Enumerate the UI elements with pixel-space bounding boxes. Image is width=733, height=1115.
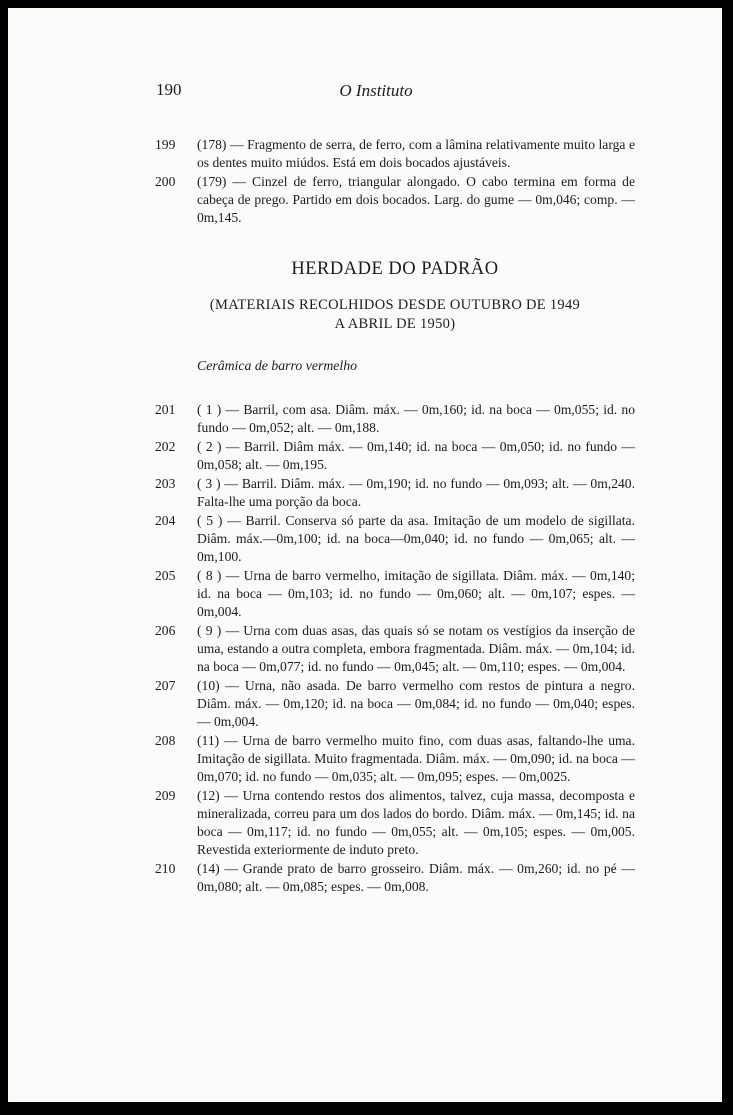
entries-list: [155, 401, 635, 896]
catalog-entry: [155, 677, 635, 731]
section-subtitle: [155, 296, 635, 334]
section-subtitle-line2: A ABRIL DE 1950): [334, 316, 456, 332]
entry-text: ( 3 ) — Barril. Diâm. máx. — 0m,190; id. no fundo — 0m,093; alt. — 0m,240. Falta-lhe uma porção da boca.: [197, 476, 635, 509]
page-content: [155, 136, 635, 897]
catalog-entry: [155, 136, 635, 172]
entry-text: (14) — Grande prato de barro grosseiro. Diâm. máx. — 0m,260; id. no pé — 0m,080; alt. — 0m,085; espes. — 0m,008.: [197, 861, 635, 894]
catalog-entry: [155, 401, 635, 437]
entry-text: (11) — Urna de barro vermelho muito fino, com duas asas, faltando-lhe uma. Imitação de sigillata. Muito fragmentada. Diâm. máx. — 0m,090; id. na boca — 0m,070; id. no fundo — 0m,035; alt. — 0m,095; espes. — 0m,0025.: [197, 733, 635, 784]
entry-text: ( 9 ) — Urna com duas asas, das quais só se notam os vestígios da inserção de uma, estando a outra completa, embora fragmentada. Diâm. máx. — 0m,104; id. na boca — 0m,077; id. no fundo — 0m,045; alt. — 0m,110; espes. — 0m,004.: [197, 623, 635, 674]
entry-text: (12) — Urna contendo restos dos alimentos, talvez, cuja massa, decomposta e mineralizada, correu para um dos lados do bordo. Diâm. máx. — 0m,145; id. na boca — 0m,117; id. no fundo — 0m,055; alt. — 0m,105; espes. — 0m,005. Revestida exteriormente de induto preto.: [197, 788, 635, 857]
entry-number: 206: [155, 623, 176, 638]
entry-number: 209: [155, 788, 176, 803]
page-number: 190: [156, 80, 182, 99]
entry-number: 201: [155, 402, 176, 417]
book-page: [8, 8, 722, 1102]
entry-number: 210: [155, 861, 176, 876]
page-header: [156, 80, 596, 106]
entry-text: (178) — Fragmento de serra, de ferro, com a lâmina relativamente muito larga e os dentes muito miúdos. Está em dois bocados ajustáveis.: [197, 137, 635, 170]
entry-number: 200: [155, 174, 176, 189]
catalog-entry: [155, 622, 635, 676]
section-subtitle-line1: (MATERIAIS RECOLHIDOS DESDE OUTUBRO DE 1949: [209, 297, 581, 313]
catalog-entry: [155, 512, 635, 566]
entry-number: 208: [155, 733, 176, 748]
entry-number: 199: [155, 137, 176, 152]
entry-text: ( 8 ) — Urna de barro vermelho, imitação de sigillata. Diâm. máx. — 0m,140; id. na boca — 0m,103; id. no fundo — 0m,060; alt. — 0m,107; espes. — 0m,004.: [197, 568, 635, 619]
catalog-entry: [155, 173, 635, 227]
catalog-entry: [155, 567, 635, 621]
running-title: O Instituto: [339, 81, 413, 100]
catalog-entry: [155, 732, 635, 786]
entry-number: 207: [155, 678, 176, 693]
entry-number: 203: [155, 476, 176, 491]
catalog-entry: [155, 475, 635, 511]
entry-text: ( 2 ) — Barril. Diâm máx. — 0m,140; id. na boca — 0m,050; id. no fundo — 0m,058; alt. — 0m,195.: [197, 439, 635, 472]
catalog-entry: [155, 438, 635, 474]
category-heading: Cerâmica de barro vermelho: [197, 358, 358, 373]
entry-number: 204: [155, 513, 176, 528]
entry-number: 205: [155, 568, 176, 583]
catalog-entry: [155, 787, 635, 859]
entry-number: 202: [155, 439, 176, 454]
entry-text: (179) — Cinzel de ferro, triangular alongado. O cabo termina em forma de cabeça de prego. Partido em dois bocados. Larg. do gume — 0m,046; comp. — 0m,145.: [197, 174, 635, 225]
section-title: HERDADE DO PADRÃO: [291, 259, 499, 279]
entry-text: ( 5 ) — Barril. Conserva só parte da asa. Imitação de um modelo de sigillata. Diâm. máx.—0m,100; id. na boca—0m,040; id. no fundo — 0m,065; alt. — 0m,100.: [197, 513, 635, 564]
entry-text: (10) — Urna, não asada. De barro vermelho com restos de pintura a negro. Diâm. máx. — 0m,120; id. na boca — 0m,084; id. no fundo — 0m,040; espes. — 0m,004.: [197, 678, 635, 729]
entry-text: ( 1 ) — Barril, com asa. Diâm. máx. — 0m,160; id. na boca — 0m,055; id. no fundo — 0m,052; alt. — 0m,188.: [197, 402, 635, 435]
catalog-entry: [155, 860, 635, 896]
